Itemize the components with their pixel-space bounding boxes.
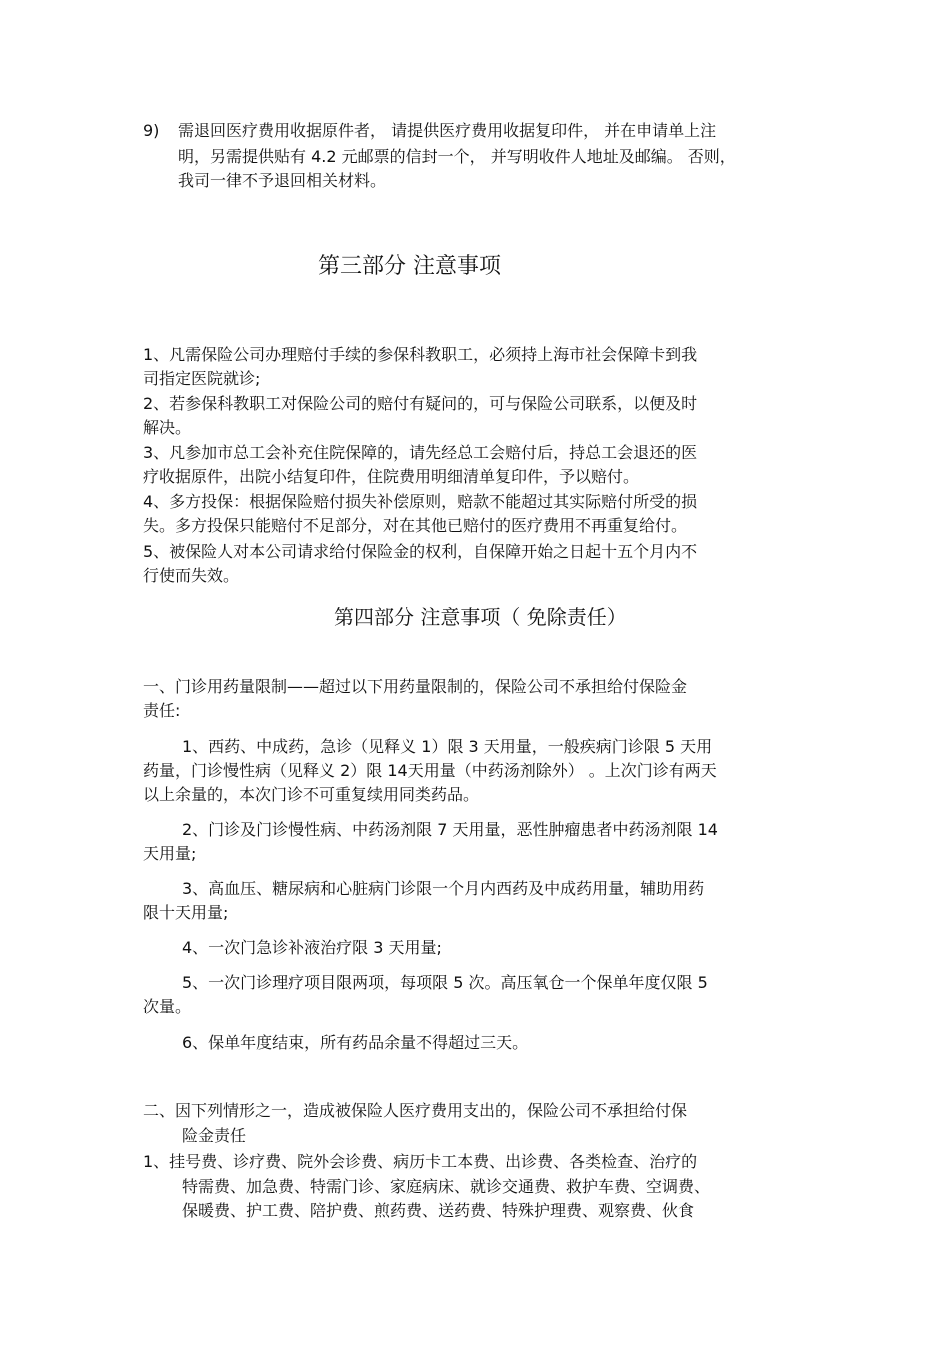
part-4-title: 第四部分 注意事项（ 免除责任） (334, 605, 627, 629)
section-1-item-1: 药量，门诊慢性病（见释义 2）限 14天用量（中药汤剂除外） 。上次门诊有两天 (143, 761, 717, 780)
section-2-heading: 二、因下列情形之一，造成被保险人医疗费用支出的，保险公司不承担给付保 (143, 1101, 688, 1120)
part-3-line: 3、凡参加市总工会补充住院保障的，请先经总工会赔付后，持总工会退还的医 (143, 443, 698, 462)
section-1-item-5: 5、一次门诊理疗项目限两项，每项限 5 次。高压氧仓一个保单年度仅限 5 (182, 973, 708, 992)
section-1-item-3: 3、高血压、糖尿病和心脏病门诊限一个月内西药及中成药用量，辅助用药 (182, 879, 705, 898)
section-1-item-2: 2、门诊及门诊慢性病、中药汤剂限 7 天用量，恶性肿瘤患者中药汤剂限 14 (182, 820, 718, 839)
part-3-line: 2、若参保科教职工对保险公司的赔付有疑问的，可与保险公司联系，以便及时 (143, 394, 698, 413)
section-2-item-1: 1、挂号费、诊疗费、院外会诊费、病历卡工本费、出诊费、各类检查、治疗的 (143, 1152, 698, 1171)
section-1-item-5: 次量。 (143, 997, 192, 1016)
part-3-line: 4、多方投保：根据保险赔付损失补偿原则，赔款不能超过其实际赔付所受的损 (143, 492, 698, 511)
section-1-heading: 一、门诊用药量限制——超过以下用药量限制的，保险公司不承担给付保险金 (143, 677, 688, 696)
item-9-line-1: 需退回医疗费用收据原件者， 请提供医疗费用收据复印件， 并在申请单上注 (178, 121, 717, 140)
section-1-heading: 责任: (143, 701, 181, 720)
part-3-line: 失。多方投保只能赔付不足部分，对在其他已赔付的医疗费用不再重复给付。 (143, 516, 688, 535)
section-2-heading: 险金责任 (182, 1126, 247, 1145)
part-3-line: 疗收据原件，出院小结复印件，住院费用明细清单复印件，予以赔付。 (143, 467, 640, 486)
part-3-line: 司指定医院就诊; (143, 369, 261, 388)
part-3-line: 1、凡需保险公司办理赔付手续的参保科教职工，必须持上海市社会保障卡到我 (143, 345, 698, 364)
section-1-item-1: 1、西药、中成药，急诊（见释义 1）限 3 天用量，一般疾病门诊限 5 天用 (182, 737, 713, 756)
section-2-item-1: 特需费、加急费、特需门诊、家庭病床、就诊交通费、救护车费、空调费、 (182, 1177, 711, 1196)
section-2-item-1: 保暖费、护工费、陪护费、煎药费、送药费、特殊护理费、观察费、伙食 (182, 1201, 695, 1220)
item-9-line-3: 我司一律不予退回相关材料。 (178, 171, 387, 190)
section-1-item-1: 以上余量的，本次门诊不可重复续用同类药品。 (143, 785, 480, 804)
part-3-line: 解决。 (143, 418, 192, 437)
part-3-line: 行使而失效。 (143, 566, 240, 585)
item-9-line-2: 明，另需提供贴有 4.2 元邮票的信封一个， 并写明收件人地址及邮编。 否则， (178, 147, 736, 166)
section-1-item-3: 限十天用量; (143, 903, 229, 922)
part-3-title: 第三部分 注意事项 (318, 254, 501, 279)
item-9-number: 9) (143, 121, 160, 140)
section-1-item-6: 6、保单年度结束，所有药品余量不得超过三天。 (182, 1033, 529, 1052)
section-1-item-2: 天用量; (143, 844, 197, 863)
section-1-item-4: 4、一次门急诊补液治疗限 3 天用量; (182, 938, 442, 957)
part-3-line: 5、被保险人对本公司请求给付保险金的权利，自保障开始之日起十五个月内不 (143, 542, 698, 561)
